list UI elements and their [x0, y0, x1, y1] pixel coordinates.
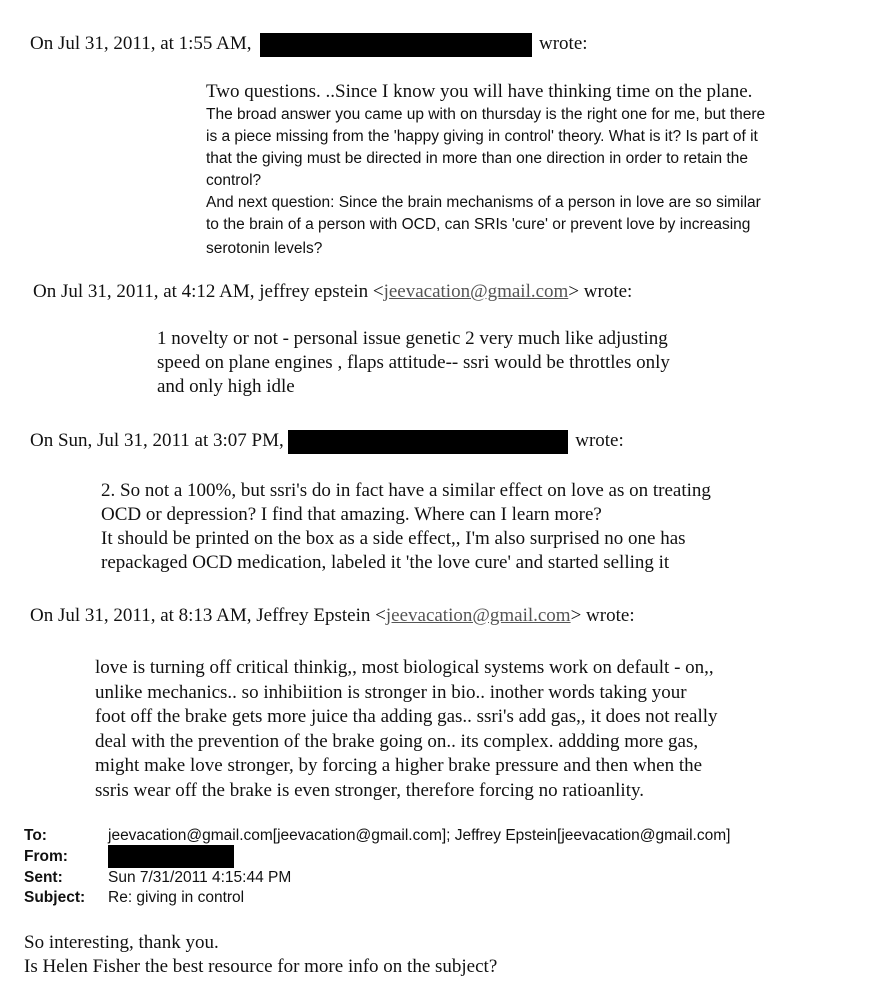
quote-body-1: [206, 80, 765, 260]
sent-value: Sun 7/31/2011 4:15:44 PM: [108, 869, 292, 886]
quote-header-1: [30, 32, 588, 57]
quote-body-1-line: The broad answer you came up with on thursday is the right one for me, but there: [206, 106, 766, 123]
quote-header-4-suffix: > wrote:: [570, 605, 635, 626]
quote-body-2-line: and only high idle: [157, 376, 295, 397]
quote-header-2-prefix: On Jul 31, 2011, at 4:12 AM, jeffrey epstein <: [33, 281, 384, 302]
quote-body-3: [101, 479, 711, 575]
quote-body-2-line: 1 novelty or not - personal issue genetic 2 very much like adjusting: [157, 328, 668, 349]
quote-header-3-prefix: On Sun, Jul 31, 2011 at 3:07 PM,: [30, 430, 284, 451]
quote-body-4-line: deal with the prevention of the brake going on.. its complex. addding more gas,: [95, 730, 699, 752]
quote-header-3-suffix: wrote:: [575, 430, 624, 451]
quote-body-4-line: ssris wear off the brake is even stronger, therefore forcing no ratioanlity.: [95, 779, 644, 801]
quote-body-3-line: repackaged OCD medication, labeled it 'the love cure' and started selling it: [101, 552, 670, 573]
to-value[interactable]: jeevacation@gmail.com[jeevacation@gmail.com]; Jeffrey Epstein[jeevacation@gmail.com]: [108, 827, 731, 844]
reply-body: [24, 931, 497, 979]
sent-label: Sent:: [24, 869, 63, 886]
redaction-box: [288, 430, 568, 454]
quote-header-4-prefix: On Jul 31, 2011, at 8:13 AM, Jeffrey Epstein <: [30, 605, 386, 626]
sender-email-link[interactable]: jeevacation@gmail.com: [383, 281, 569, 302]
quote-body-1-line: serotonin levels?: [206, 240, 323, 257]
subject-label: Subject:: [24, 889, 86, 906]
quote-header-2: [33, 280, 632, 304]
quote-body-1-line: control?: [206, 172, 262, 189]
from-redaction-box: [108, 845, 234, 868]
reply-line: So interesting, thank you.: [24, 932, 219, 953]
quote-body-4-line: love is turning off critical thinkig,, most biological systems work on default - on,,: [95, 657, 714, 678]
quote-header-1-suffix: wrote:: [539, 33, 588, 54]
quote-header-3: [30, 429, 624, 454]
quote-body-3-line: It should be printed on the box as a side effect,, I'm also surprised no one has: [101, 528, 686, 549]
quote-header-4: [30, 604, 635, 628]
quote-body-1-line: to the brain of a person with OCD, can SRIs 'cure' or prevent love by increasing: [206, 216, 751, 233]
quote-body-2-line: speed on plane engines , flaps attitude-- ssri would be throttles only: [157, 352, 670, 373]
quote-body-3-line: 2. So not a 100%, but ssri's do in fact have a similar effect on love as on treating: [101, 480, 711, 501]
quote-body-1-line: And next question: Since the brain mechanisms of a person in love are so similar: [206, 194, 761, 211]
subject-value: Re: giving in control: [108, 889, 245, 906]
from-label: From:: [24, 848, 68, 865]
quote-header-2-suffix: > wrote:: [568, 281, 633, 302]
quote-body-3-line: OCD or depression? I find that amazing. Where can I learn more?: [101, 504, 602, 525]
quote-body-4-line: unlike mechanics.. so inhibiition is stronger in bio.. inother words taking your: [95, 681, 687, 703]
redaction-box: [260, 33, 532, 57]
quote-body-4-line: might make love stronger, by forcing a higher brake pressure and then when the: [95, 755, 703, 776]
quote-body-1-line: is a piece missing from the 'happy giving in control' theory. What is it? Is part of it: [206, 128, 758, 145]
sender-email-link[interactable]: jeevacation@gmail.com: [385, 605, 571, 626]
quote-body-4: [95, 656, 718, 803]
quote-header-1-prefix: On Jul 31, 2011, at 1:55 AM,: [30, 33, 252, 54]
quote-body-2: [157, 327, 670, 399]
quote-body-1-line: that the giving must be directed in more than one direction in order to retain the: [206, 150, 748, 167]
reply-line: Is Helen Fisher the best resource for more info on the subject?: [24, 956, 498, 977]
quote-body-1-first-line: Two questions. ..Since I know you will have thinking time on the plane.: [206, 81, 753, 102]
quote-body-4-line: foot off the brake gets more juice tha adding gas.. ssri's add gas,, it does not really: [95, 706, 718, 727]
to-label: To:: [24, 827, 47, 844]
